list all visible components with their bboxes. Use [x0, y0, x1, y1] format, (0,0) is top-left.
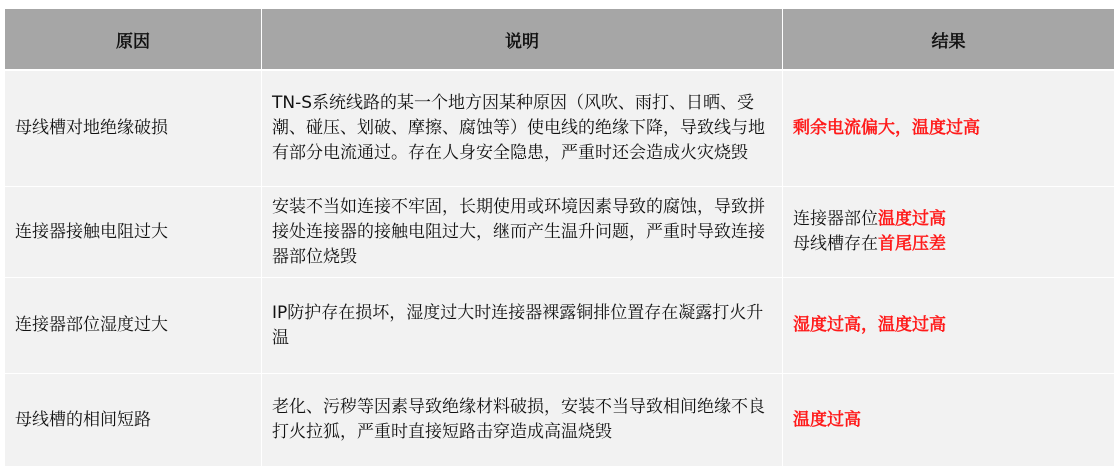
cause-effect-table: [4, 8, 1115, 467]
cause-cell: 母线槽的相间短路: [5, 374, 262, 467]
header-description: 说明: [262, 9, 783, 71]
table-row: [5, 187, 1115, 278]
result-normal-text: 连接器部位: [793, 209, 878, 229]
result-cell: [783, 187, 1115, 278]
result-highlight: 剩余电流偏大，温度过高: [793, 118, 980, 138]
table-row: [5, 374, 1115, 467]
table-row: [5, 70, 1115, 187]
header-cause: 原因: [5, 9, 262, 71]
result-cell: [783, 374, 1115, 467]
result-cell: [783, 70, 1115, 187]
result-line: [793, 207, 1114, 232]
description-cell: 安装不当如连接不牢固，长期使用或环境因素导致的腐蚀，导致拼接处连接器的接触电阻过大，继而产生温升问题，严重时导致连接器部位烧毁: [262, 187, 783, 278]
result-line: [793, 232, 1114, 257]
cause-table-container: [4, 8, 1114, 467]
description-cell: IP防护存在损坏，湿度过大时连接器裸露铜排位置存在凝露打火升温: [262, 278, 783, 374]
result-highlight: 温度过高: [793, 409, 861, 430]
description-cell: 老化、污秽等因素导致绝缘材料破损，安装不当导致相间绝缘不良打火拉狐，严重时直接短路击穿造成高温烧毁: [262, 374, 783, 467]
table-row: [5, 278, 1115, 374]
description-cell: TN-S系统线路的某一个地方因某种原因（风吹、雨打、日晒、受潮、碰压、划破、摩擦、腐蚀等）使电线的绝缘下降，导致线与地有部分电流通过。存在人身安全隐患，严重时还会造成火灾烧毁: [262, 70, 783, 187]
table-header-row: [5, 9, 1115, 71]
cause-cell: 母线槽对地绝缘破损: [5, 70, 262, 187]
header-result: 结果: [783, 9, 1115, 71]
cause-cell: 连接器部位湿度过大: [5, 278, 262, 374]
result-highlight: 湿度过高，温度过高: [793, 315, 946, 335]
result-normal-text: 母线槽存在: [793, 234, 878, 254]
result-highlight: 温度过高: [878, 209, 946, 229]
result-cell: [783, 278, 1115, 374]
cause-cell: 连接器接触电阻过大: [5, 187, 262, 278]
result-highlight: 首尾压差: [878, 234, 946, 254]
